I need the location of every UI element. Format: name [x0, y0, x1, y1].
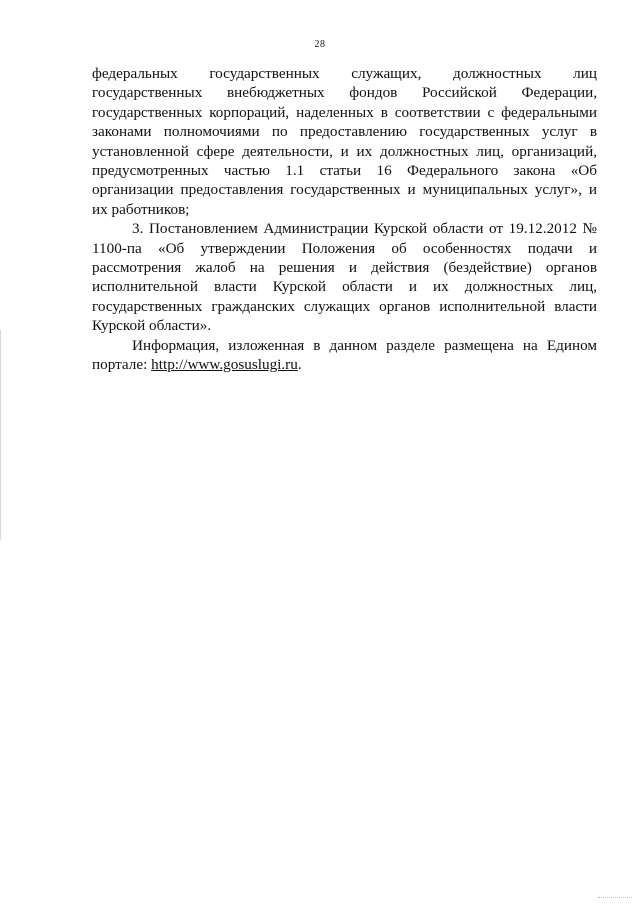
scan-artifact — [598, 897, 632, 899]
paragraph-information-notice — [92, 336, 597, 375]
notice-end: . — [297, 356, 302, 374]
document-body — [92, 64, 597, 375]
gosuslugi-link[interactable]: http://www.gosuslugi.ru — [151, 356, 298, 374]
scan-margin-line — [0, 330, 1, 540]
paragraph-resolution-item-3: 3. Постановлением Администрации Курской области от 19.12.2012 № 1100-па «Об утверждении Положения об особенностях подачи и рассмотрения жалоб на решения и действия (бездействие) органов исполнительной власти Курской области и их должностных лиц, государственных гражданских служащих органов исполнительной власти Курской области». — [92, 220, 597, 335]
page-number: 28 — [314, 39, 326, 50]
notice-text: Информация, изложенная в данном разделе размещена на Едином портале: — [92, 336, 597, 374]
paragraph-continuation: федеральных государственных служащих, должностных лиц государственных внебюджетных фондов Российской Федерации, государственных корпораций, наделенных в соответствии с федеральными законами полномочиями по предоставлению государственных услуг в установленной сфере деятельности, и их должностных лиц, организаций, предусмотренных частью 1.1 статьи 16 Федерального закона «Об организации предоставления государственных и муниципальных услуг», и их работников; — [92, 65, 597, 218]
